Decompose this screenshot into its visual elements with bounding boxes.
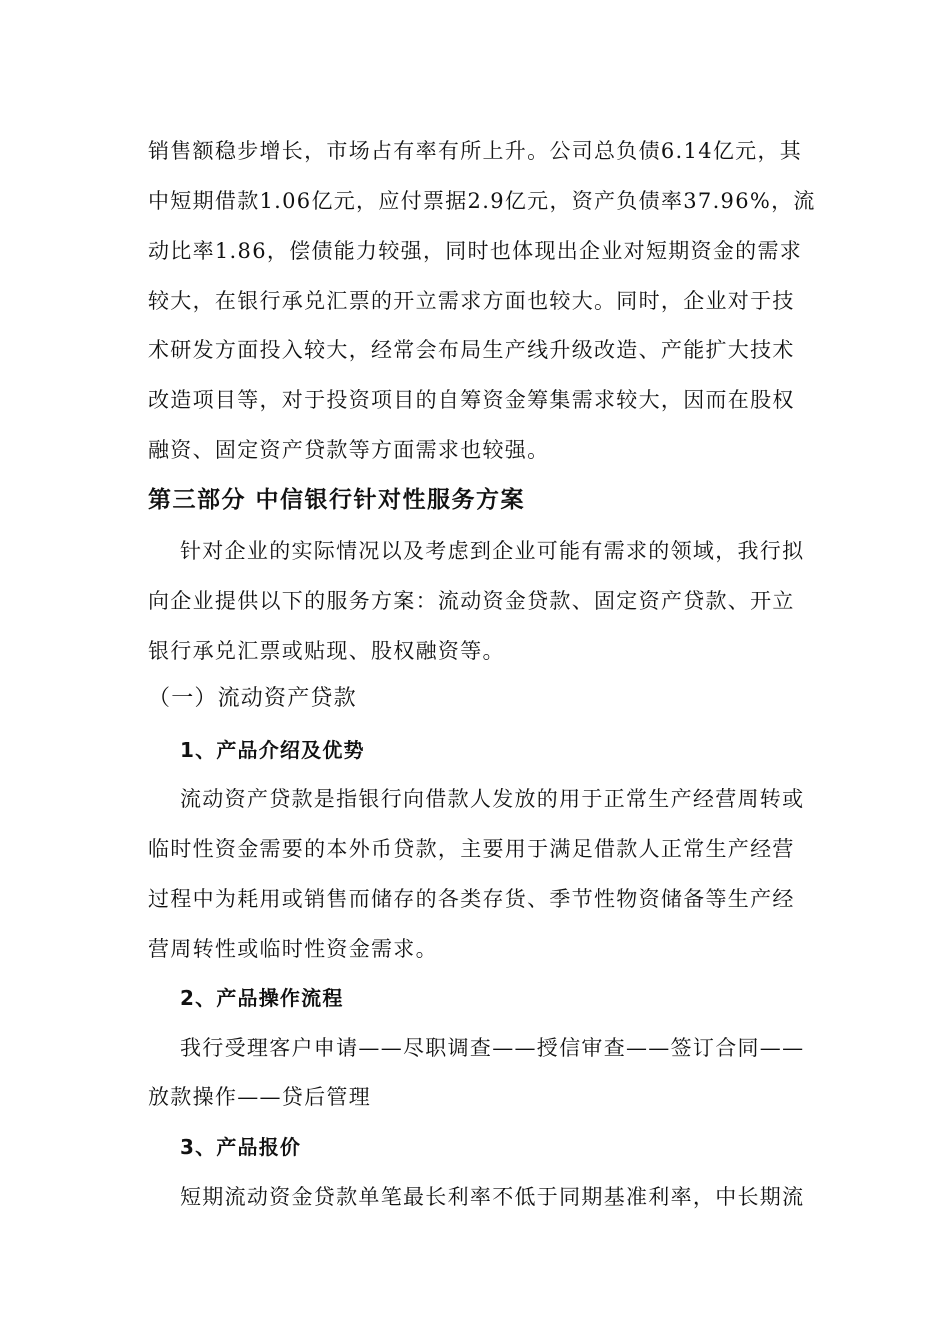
item-title: 1、产品介绍及优势 — [180, 738, 365, 762]
paragraph-line: 流动资产贷款是指银行向借款人发放的用于正常生产经营周转或 — [180, 787, 805, 811]
paragraph-line: 我行受理客户申请——尽职调查——授信审查——签订合同—— — [180, 1036, 805, 1060]
paragraph-line: 营周转性或临时性资金需求。 — [148, 937, 438, 961]
paragraph-line: 短期流动资金贷款单笔最长利率不低于同期基准利率，中长期流 — [180, 1185, 805, 1209]
item-title: 3、产品报价 — [180, 1135, 302, 1159]
subsection-title: （一）流动资产贷款 — [148, 686, 357, 711]
paragraph-line: 改造项目等，对于投资项目的自筹资金筹集需求较大，因而在股权 — [148, 388, 795, 412]
paragraph-line: 销售额稳步增长，市场占有率有所上升。公司总负债6.14亿元，其 — [148, 139, 803, 163]
item-title: 2、产品操作流程 — [180, 986, 344, 1010]
paragraph-line: 过程中为耗用或销售而储存的各类存货、季节性物资储备等生产经 — [148, 887, 795, 911]
paragraph-line: 临时性资金需要的本外币贷款，主要用于满足借款人正常生产经营 — [148, 837, 795, 861]
paragraph-line: 融资、固定资产贷款等方面需求也较强。 — [148, 438, 550, 462]
section-title: 第三部分 中信银行针对性服务方案 — [148, 487, 526, 513]
paragraph-line: 针对企业的实际情况以及考虑到企业可能有需求的领域，我行拟 — [180, 539, 805, 563]
paragraph-line: 向企业提供以下的服务方案：流动资金贷款、固定资产贷款、开立 — [148, 589, 795, 613]
paragraph-line: 银行承兑汇票或贴现、股权融资等。 — [148, 639, 505, 663]
paragraph-line: 较大，在银行承兑汇票的开立需求方面也较大。同时，企业对于技 — [148, 289, 795, 313]
paragraph-line: 中短期借款1.06亿元，应付票据2.9亿元，资产负债率37.96%，流 — [148, 189, 816, 213]
paragraph-line: 术研发方面投入较大，经常会布局生产线升级改造、产能扩大技术 — [148, 338, 795, 362]
paragraph-line: 动比率1.86，偿债能力较强，同时也体现出企业对短期资金的需求 — [148, 239, 803, 263]
paragraph-line: 放款操作——贷后管理 — [148, 1085, 371, 1109]
